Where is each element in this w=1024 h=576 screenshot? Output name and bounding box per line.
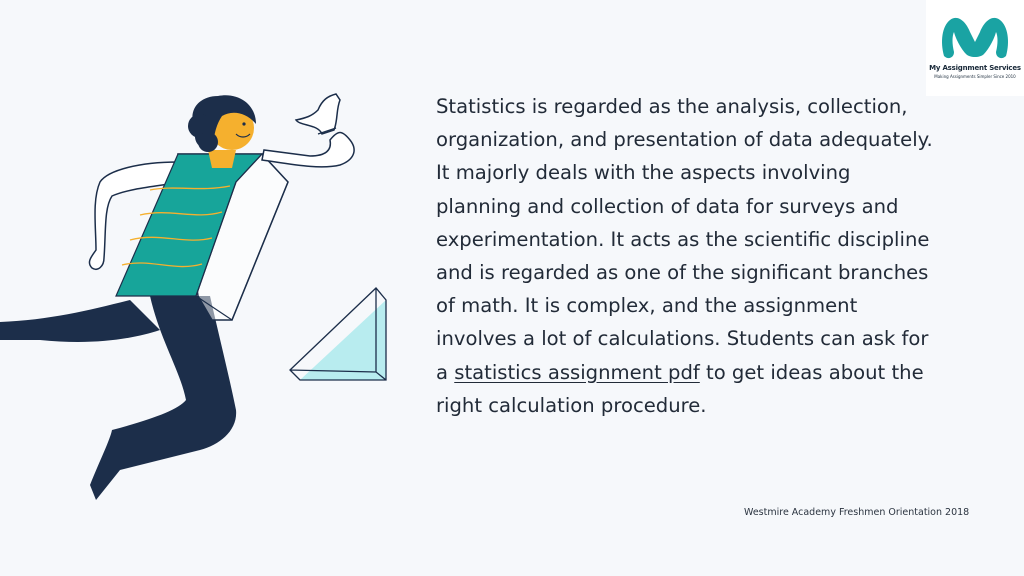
logo-name: My Assignment Services: [929, 64, 1021, 72]
logo-m-icon: [938, 12, 1012, 62]
statistics-paragraph: [436, 90, 936, 422]
person-illustration: [0, 80, 400, 510]
prism-fill: [300, 300, 386, 380]
footer-text: Westmire Academy Freshmen Orientation 2018: [744, 507, 970, 518]
neck: [208, 150, 236, 168]
statistics-assignment-pdf-link[interactable]: statistics assignment pdf: [454, 360, 700, 384]
raised-arm: [262, 133, 354, 167]
logo-tagline: Making Assignments Simpler Since 2010: [934, 74, 1016, 79]
paragraph-text-start: Statistics is regarded as the analysis, collection, organization, and presentation of data adequately. It majorly deals with the aspects involving planning and collection of data for surveys and experimentation. It acts as the scientific discipline and is regarded as one of the significant branches of math. It is complex, and the assignment involves a lot of calculations. Students can ask for a: [436, 95, 933, 384]
paragraph-text-end: to get ideas about the right calculation procedure.: [436, 360, 924, 417]
hand: [296, 94, 340, 134]
brand-logo[interactable]: [926, 0, 1024, 96]
back-leg: [0, 300, 160, 342]
